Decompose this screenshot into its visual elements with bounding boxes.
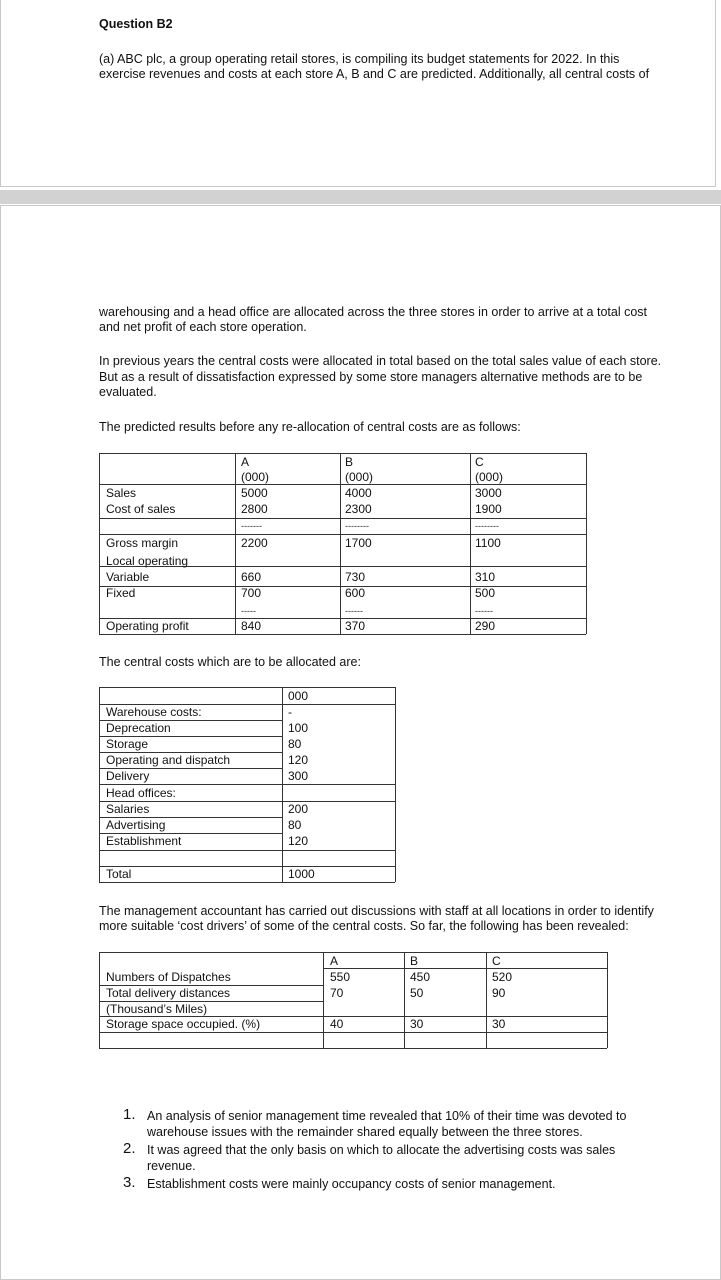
- sales-a: 5000: [241, 486, 268, 500]
- dispatches-a: 550: [330, 970, 351, 984]
- management-line-2: more suitable ‘cost drivers’ of some of the central costs. So far, the following has been revealed:: [99, 919, 629, 933]
- delivery-label: Delivery: [106, 769, 150, 783]
- unit-c: (000): [475, 470, 504, 484]
- question-title: Question B2: [99, 17, 173, 31]
- note-line: It was agreed that the only basis on which to allocate the advertising costs was sales: [147, 1143, 616, 1157]
- gross-margin-label: Gross margin: [106, 536, 179, 550]
- dash-b-2: ------: [345, 606, 363, 616]
- fixed-label: Fixed: [106, 586, 136, 600]
- dispatches-label: Numbers of Dispatches: [106, 970, 231, 984]
- warehouse-costs-label: Warehouse costs:: [106, 705, 202, 719]
- note-item: [123, 1106, 707, 1142]
- storage-value: 80: [288, 737, 302, 751]
- note-line: An analysis of senior management time revealed that 10% of their time was devoted to: [147, 1109, 627, 1123]
- warehouse-dash: -: [288, 705, 292, 719]
- dash-a-1: -------: [241, 521, 262, 531]
- note-number: 1.: [123, 1106, 136, 1123]
- previous-years-line-2: But as a result of dissatisfaction expressed by some store managers alternative methods are to be: [99, 370, 643, 384]
- continuation-line-2: and net profit of each store operation.: [99, 320, 307, 334]
- establishment-label: Establishment: [106, 834, 182, 848]
- storage-space-b: 30: [410, 1017, 424, 1031]
- intro-line-1: (a) ABC plc, a group operating retail stores, is compiling its budget statements for 2022. In this: [99, 52, 620, 66]
- cost-of-sales-b: 2300: [345, 502, 372, 516]
- delivery-distance-label-2: (Thousand’s Miles): [106, 1002, 208, 1016]
- note-line: revenue.: [147, 1159, 196, 1173]
- salaries-label: Salaries: [106, 802, 150, 816]
- delivery-distance-c: 90: [492, 986, 506, 1000]
- sales-c: 3000: [475, 486, 502, 500]
- note-line: warehouse issues with the remainder shared equally between the three stores.: [147, 1125, 583, 1139]
- store-a-header: A: [241, 455, 250, 469]
- management-line-1: The management accountant has carried out discussions with staff at all locations in order to identify: [99, 904, 654, 918]
- total-label: Total: [106, 867, 132, 881]
- deprecation-label: Deprecation: [106, 721, 171, 735]
- sales-label: Sales: [106, 486, 137, 500]
- storage-space-c: 30: [492, 1017, 506, 1031]
- dispatches-c: 520: [492, 970, 513, 984]
- driver-store-b: B: [410, 954, 419, 968]
- variable-label: Variable: [106, 570, 150, 584]
- operating-dispatch-label: Operating and dispatch: [106, 753, 231, 767]
- driver-store-c: C: [492, 954, 501, 968]
- fixed-c: 500: [475, 586, 496, 600]
- total-value: 1000: [288, 867, 315, 881]
- gross-margin-a: 2200: [241, 536, 268, 550]
- note-line: Establishment costs were mainly occupancy costs of senior management.: [147, 1177, 556, 1191]
- dispatches-b: 450: [410, 970, 431, 984]
- fixed-a: 700: [241, 586, 262, 600]
- deprecation-value: 100: [288, 721, 309, 735]
- note-item: [123, 1140, 707, 1176]
- operating-profit-label: Operating profit: [106, 619, 189, 633]
- predicted-results-intro: The predicted results before any re-allocation of central costs are as follows:: [99, 420, 521, 434]
- delivery-value: 300: [288, 769, 309, 783]
- cost-of-sales-label: Cost of sales: [106, 502, 176, 516]
- note-number: 3.: [123, 1174, 136, 1191]
- gross-margin-b: 1700: [345, 536, 372, 550]
- page-gap: [0, 190, 721, 204]
- sales-b: 4000: [345, 486, 372, 500]
- dash-c-1: --------: [475, 521, 499, 531]
- fixed-b: 600: [345, 586, 366, 600]
- dash-a-2: -----: [241, 606, 256, 616]
- operating-profit-b: 370: [345, 619, 366, 633]
- delivery-distance-label-1: Total delivery distances: [106, 986, 231, 1000]
- dash-b-1: --------: [345, 521, 369, 531]
- variable-c: 310: [475, 570, 496, 584]
- gross-margin-c: 1100: [475, 536, 501, 550]
- central-costs-intro: The central costs which are to be allocated are:: [99, 655, 361, 669]
- intro-line-2: exercise revenues and costs at each store A, B and C are predicted. Additionally, all central costs of: [99, 67, 650, 81]
- cost-of-sales-c: 1900: [475, 502, 502, 516]
- delivery-distance-b: 50: [410, 986, 424, 1000]
- operating-profit-a: 840: [241, 619, 262, 633]
- notes-list: [123, 1106, 707, 1196]
- storage-space-a: 40: [330, 1017, 344, 1031]
- variable-b: 730: [345, 570, 366, 584]
- advertising-label: Advertising: [106, 818, 166, 832]
- advertising-value: 80: [288, 818, 302, 832]
- storage-label: Storage: [106, 737, 149, 751]
- storage-space-label: Storage space occupied. (%): [106, 1017, 261, 1031]
- operating-dispatch-value: 120: [288, 753, 309, 767]
- cost-of-sales-a: 2800: [241, 502, 268, 516]
- store-c-header: C: [475, 455, 484, 469]
- note-number: 2.: [123, 1140, 136, 1157]
- previous-years-line-3: evaluated.: [99, 385, 157, 399]
- head-offices-label: Head offices:: [106, 786, 176, 800]
- delivery-distance-a: 70: [330, 986, 344, 1000]
- continuation-line-1: warehousing and a head office are allocated across the three stores in order to arrive at a total cost: [99, 305, 648, 319]
- store-b-header: B: [345, 455, 354, 469]
- operating-profit-c: 290: [475, 619, 496, 633]
- unit-b: (000): [345, 470, 374, 484]
- establishment-value: 120: [288, 834, 309, 848]
- salaries-value: 200: [288, 802, 309, 816]
- unit-a: (000): [241, 470, 270, 484]
- previous-years-line-1: In previous years the central costs were allocated in total based on the total sales value of each store.: [99, 354, 662, 368]
- dash-c-2: ------: [475, 606, 493, 616]
- central-unit: 000: [288, 689, 309, 703]
- local-operating-label: Local operating: [106, 554, 189, 568]
- note-item: [123, 1174, 707, 1196]
- variable-a: 660: [241, 570, 262, 584]
- driver-store-a: A: [330, 954, 339, 968]
